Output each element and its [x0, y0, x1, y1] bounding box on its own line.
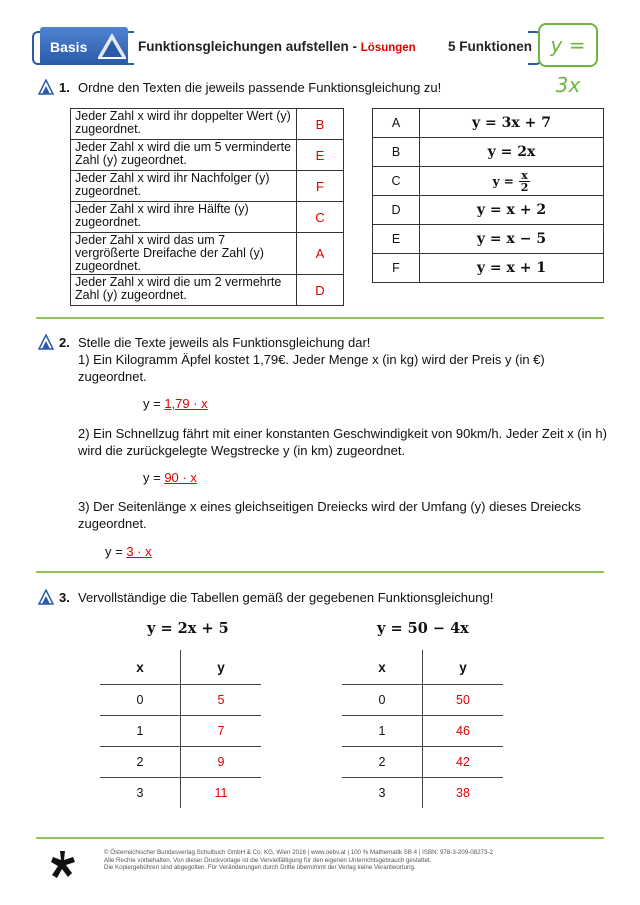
fraction	[519, 170, 531, 193]
formula-letter: D	[373, 196, 420, 225]
row-answer: E	[297, 140, 344, 171]
answer-lhs: y =	[105, 544, 127, 559]
table-header-row	[100, 650, 261, 685]
item-text-line: zugeordnet.	[78, 516, 147, 531]
col-x-header: x	[342, 650, 423, 685]
col-y-header: y	[423, 650, 504, 685]
item-text-line: 2) Ein Schnellzug fährt mit einer konstanten Geschwindigkeit von 90km/h. Jeder Zeit x (in h)	[78, 426, 607, 441]
task2-answer-2	[143, 469, 197, 486]
page-title	[138, 39, 416, 54]
formula-letter: B	[373, 138, 420, 167]
publisher-logo-icon	[50, 850, 76, 880]
table2-formula: y = 50 − 4x	[377, 620, 469, 637]
task2-item-2	[78, 425, 607, 459]
section-divider	[36, 571, 604, 573]
table-row	[71, 140, 344, 171]
x-value: 3	[342, 778, 423, 809]
table-row	[71, 171, 344, 202]
table-row	[100, 685, 261, 716]
table-row	[71, 202, 344, 233]
task2-number: 2.	[59, 335, 70, 350]
row-text: Jeder Zahl x wird das um 7 vergrößerte Dreifache der Zahl (y) zugeordnet.	[71, 233, 297, 275]
row-answer: C	[297, 202, 344, 233]
section-divider	[36, 837, 604, 839]
table-row	[342, 716, 503, 747]
answer-lhs: y =	[143, 396, 165, 411]
row-text: Jeder Zahl x wird ihr Nachfolger (y) zugeordnet.	[71, 171, 297, 202]
section-divider	[36, 317, 604, 319]
formula-letter: F	[373, 254, 420, 283]
function-badge: y = 3x	[538, 23, 598, 67]
formula-cell: y = 2x	[420, 138, 604, 167]
table-row	[373, 138, 604, 167]
table-row	[100, 747, 261, 778]
table-header-row	[342, 650, 503, 685]
task2-answer-3	[105, 543, 152, 560]
fraction-denominator: 2	[520, 180, 529, 194]
x-value: 1	[342, 716, 423, 747]
footer-line: © Österreichischer Bundesverlag Schulbuch GmbH & Co. KG, Wien 2016 | www.oebv.at | 100 % Mathematik SB 4 | ISBN: 978-3-209-08273-2	[104, 849, 493, 856]
footer-line: Die Kopiergebühren sind abgegolten. Für Veränderungen durch Dritte übernimmt der Verlag keine Verantwortung.	[104, 864, 416, 871]
task2-item-1	[78, 351, 545, 385]
x-value: 0	[100, 685, 181, 716]
y-value: 46	[423, 716, 504, 747]
x-value: 3	[100, 778, 181, 809]
row-answer: A	[297, 233, 344, 275]
formula-cell: y = x + 1	[420, 254, 604, 283]
item-text-line: zugeordnet.	[78, 369, 147, 384]
copyright-footer	[104, 849, 493, 872]
task1-text-table	[70, 108, 344, 306]
table1-formula: y = 2x + 5	[147, 620, 229, 637]
task1-formula-table	[372, 108, 604, 283]
task-triangle-icon	[38, 79, 54, 95]
table-row	[71, 109, 344, 140]
task-triangle-icon	[38, 334, 54, 350]
y-value: 38	[456, 786, 470, 800]
table-row	[373, 254, 604, 283]
answer-value: 90 · x	[164, 470, 197, 485]
y-value: 11	[214, 786, 228, 800]
row-text: Jeder Zahl x wird ihr doppelter Wert (y) zugeordnet.	[71, 109, 297, 140]
x-value: 1	[100, 716, 181, 747]
task3-number: 3.	[59, 590, 70, 605]
fraction-lhs: y =	[492, 174, 514, 188]
table-row	[342, 685, 503, 716]
table-row	[373, 167, 604, 196]
value-table-2	[342, 650, 503, 808]
x-value: 2	[100, 747, 181, 778]
chapter-label: 5 Funktionen	[448, 39, 532, 54]
row-text: Jeder Zahl x wird ihre Hälfte (y) zugeordnet.	[71, 202, 297, 233]
x-value: 2	[342, 747, 423, 778]
row-answer: D	[297, 275, 344, 306]
formula-letter: C	[373, 167, 420, 196]
task2-item-3	[78, 498, 581, 532]
title-text: Funktionsgleichungen aufstellen -	[138, 39, 361, 54]
table-row	[100, 778, 261, 809]
y-value: 7	[181, 716, 262, 747]
table-row	[373, 196, 604, 225]
y-value: 9	[181, 747, 262, 778]
table-row	[342, 778, 503, 809]
row-answer: B	[297, 109, 344, 140]
task1-instruction: Ordne den Texten die jeweils passende Funktionsgleichung zu!	[78, 80, 442, 95]
formula-cell	[420, 167, 604, 196]
col-x-header: x	[100, 650, 181, 685]
row-text: Jeder Zahl x wird die um 2 vermehrte Zahl (y) zugeordnet.	[71, 275, 297, 306]
formula-cell: y = 3x + 7	[420, 109, 604, 138]
table-row	[100, 716, 261, 747]
task2-instruction: Stelle die Texte jeweils als Funktionsgleichung dar!	[78, 335, 371, 350]
table-row	[373, 109, 604, 138]
footer-line: Alle Rechte vorbehalten. Von dieser Druckvorlage ist die Vervielfältigung für den eigenen Unterrichtsgebrauch gestattet.	[104, 856, 432, 864]
value-table-1	[100, 650, 261, 808]
formula-cell: y = x + 2	[420, 196, 604, 225]
formula-letter: A	[373, 109, 420, 138]
answer-value: 1,79 · x	[164, 396, 208, 411]
y-value: 42	[423, 747, 504, 778]
x-value: 0	[342, 685, 423, 716]
task3-instruction: Vervollständige die Tabellen gemäß der gegebenen Funktionsgleichung!	[78, 590, 494, 605]
table-row	[71, 275, 344, 306]
table-row	[71, 233, 344, 275]
y-value: 50	[423, 685, 504, 716]
logo-text: Basis	[50, 39, 88, 55]
task-triangle-icon	[38, 589, 54, 605]
solutions-label: Lösungen	[360, 42, 416, 54]
task1-number: 1.	[59, 80, 70, 95]
fraction-numerator: x	[519, 170, 531, 182]
item-text-line: wird die zurückgelegte Wegstrecke y (in km) zugeordnet.	[78, 443, 406, 458]
item-text-line: 1) Ein Kilogramm Äpfel kostet 1,79€. Jeder Menge x (in kg) wird der Preis y (in €)	[78, 352, 545, 367]
item-text-line: 3) Der Seitenlänge x eines gleichseitigen Dreiecks wird der Umfang (y) dieses Dreiecks	[78, 499, 581, 514]
answer-lhs: y =	[143, 470, 165, 485]
task2-answer-1	[143, 395, 208, 412]
table-row	[373, 225, 604, 254]
table-row	[342, 747, 503, 778]
formula-letter: E	[373, 225, 420, 254]
col-y-header: y	[181, 650, 262, 685]
formula-cell: y = x − 5	[420, 225, 604, 254]
answer-value: 3 · x	[126, 544, 152, 559]
y-value: 5	[181, 685, 262, 716]
row-answer: F	[297, 171, 344, 202]
row-text: Jeder Zahl x wird die um 5 verminderte Zahl (y) zugeordnet.	[71, 140, 297, 171]
basis-logo	[40, 27, 128, 65]
